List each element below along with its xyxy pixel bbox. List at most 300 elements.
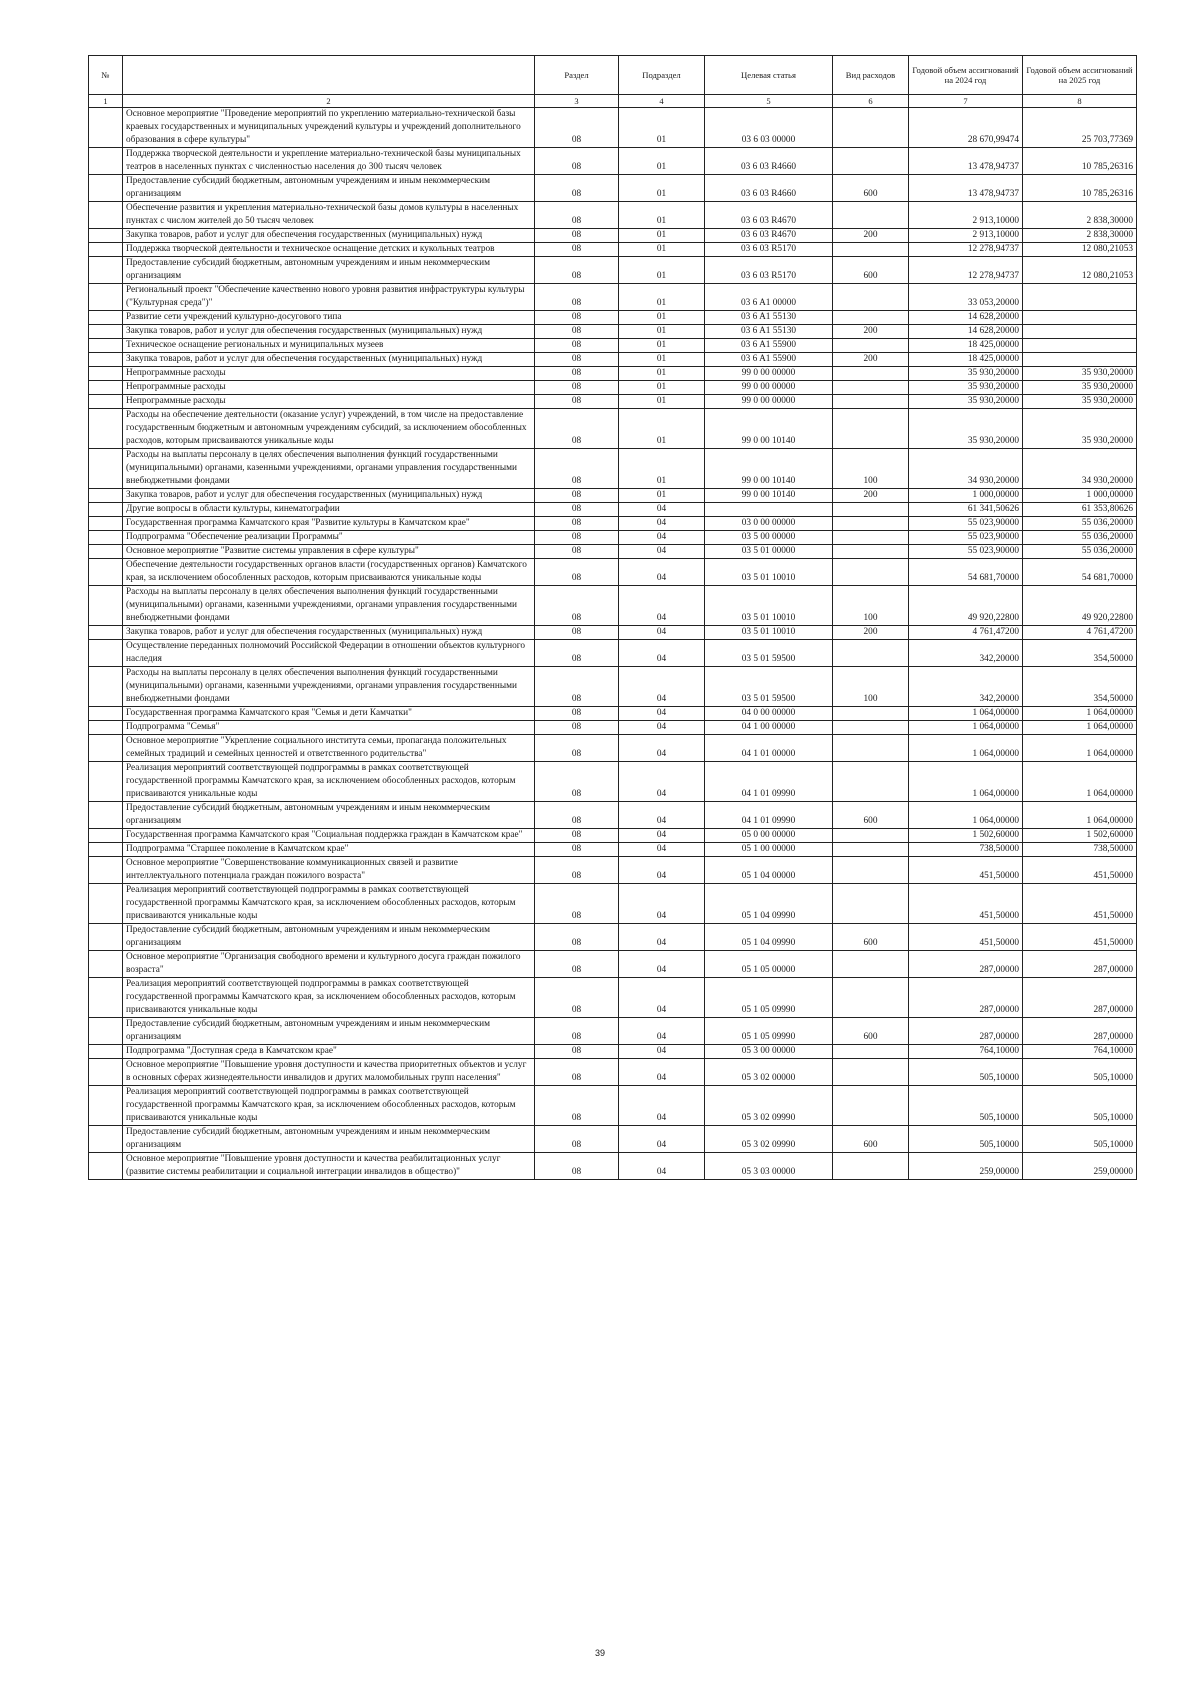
- target-article-cell: 05 3 02 00000: [705, 1059, 833, 1086]
- section-cell: 08: [535, 843, 619, 857]
- section-cell: 08: [535, 325, 619, 339]
- section-cell: 08: [535, 517, 619, 531]
- subsection-cell: 01: [619, 489, 705, 503]
- amount-2025-cell: 35 930,20000: [1023, 367, 1137, 381]
- section-cell: 08: [535, 311, 619, 325]
- expense-name-cell: Расходы на выплаты персоналу в целях обеспечения выполнения функций государственными (муниципальными) органами, казенными учреждениями, органами управления государственными внебюджетными фондами: [123, 586, 535, 626]
- amount-2024-cell: 764,10000: [909, 1045, 1023, 1059]
- amount-2025-cell: 505,10000: [1023, 1126, 1137, 1153]
- expense-name-cell: Реализация мероприятий соответствующей подпрограммы в рамках соответствующей государственной программы Камчатского края, за исключением обособленных расходов, которым присваиваются уникальные коды: [123, 884, 535, 924]
- row-number-cell: [89, 202, 123, 229]
- section-cell: 08: [535, 1045, 619, 1059]
- section-cell: 08: [535, 353, 619, 367]
- expense-name-cell: Обеспечение деятельности государственных органов власти (государственных органов) Камчатского края, за исключением обособленных расходов, которым присваиваются уникальные коды: [123, 559, 535, 586]
- section-cell: 08: [535, 1126, 619, 1153]
- table-row: [89, 951, 1137, 978]
- table-row: [89, 339, 1137, 353]
- target-article-cell: 03 5 01 10010: [705, 586, 833, 626]
- header-name: [123, 56, 535, 95]
- row-number-cell: [89, 924, 123, 951]
- target-article-cell: 99 0 00 10140: [705, 489, 833, 503]
- expense-type-cell: [833, 1059, 909, 1086]
- header-section: Раздел: [535, 56, 619, 95]
- target-article-cell: 05 3 02 09990: [705, 1126, 833, 1153]
- amount-2024-cell: 1 502,60000: [909, 829, 1023, 843]
- expense-name-cell: Подпрограмма "Доступная среда в Камчатском крае": [123, 1045, 535, 1059]
- amount-2024-cell: 1 000,00000: [909, 489, 1023, 503]
- section-cell: 08: [535, 409, 619, 449]
- target-article-cell: 03 6 03 R5170: [705, 257, 833, 284]
- amount-2024-cell: 1 064,00000: [909, 707, 1023, 721]
- amount-2024-cell: 35 930,20000: [909, 381, 1023, 395]
- expense-type-cell: 600: [833, 802, 909, 829]
- amount-2024-cell: 342,20000: [909, 640, 1023, 667]
- header-subsection: Подраздел: [619, 56, 705, 95]
- amount-2024-cell: 33 053,20000: [909, 284, 1023, 311]
- target-article-cell: 03 6 03 R5170: [705, 243, 833, 257]
- expense-type-cell: [833, 559, 909, 586]
- row-number-cell: [89, 829, 123, 843]
- amount-2025-cell: 54 681,70000: [1023, 559, 1137, 586]
- expense-name-cell: Закупка товаров, работ и услуг для обеспечения государственных (муниципальных) нужд: [123, 353, 535, 367]
- expense-name-cell: Поддержка творческой деятельности и укрепление материально-технической базы муниципальных театров в населенных пунктах с численностью населения до 300 тысяч человек: [123, 148, 535, 175]
- amount-2024-cell: 35 930,20000: [909, 395, 1023, 409]
- section-cell: 08: [535, 489, 619, 503]
- subsection-cell: 01: [619, 381, 705, 395]
- expense-type-cell: [833, 951, 909, 978]
- section-cell: 08: [535, 762, 619, 802]
- table-row: [89, 1153, 1137, 1180]
- table-row: [89, 721, 1137, 735]
- amount-2025-cell: 287,00000: [1023, 1018, 1137, 1045]
- expense-name-cell: Основное мероприятие "Проведение мероприятий по укреплению материально-технической базы краевых государственных и муниципальных учреждений культуры и учреждений дополнительного образования в сфере культуры": [123, 108, 535, 148]
- table-row: [89, 409, 1137, 449]
- row-number-cell: [89, 545, 123, 559]
- section-cell: 08: [535, 202, 619, 229]
- table-row: [89, 202, 1137, 229]
- row-number-cell: [89, 843, 123, 857]
- target-article-cell: 03 6 A1 55900: [705, 353, 833, 367]
- target-article-cell: 05 3 03 00000: [705, 1153, 833, 1180]
- expense-name-cell: Расходы на обеспечение деятельности (оказание услуг) учреждений, в том числе на предоставление государственным бюджетным и автономным учреждениям субсидий, за исключением обособленных расходов, которым присваиваются уникальные коды: [123, 409, 535, 449]
- expense-name-cell: Развитие сети учреждений культурно-досугового типа: [123, 311, 535, 325]
- column-number: 8: [1023, 95, 1137, 108]
- subsection-cell: 04: [619, 586, 705, 626]
- amount-2024-cell: 34 930,20000: [909, 449, 1023, 489]
- column-number: 4: [619, 95, 705, 108]
- row-number-cell: [89, 395, 123, 409]
- table-row: [89, 489, 1137, 503]
- expense-name-cell: Региональный проект "Обеспечение качественно нового уровня развития инфраструктуры культуры ("Культурная среда")": [123, 284, 535, 311]
- section-cell: 08: [535, 1018, 619, 1045]
- amount-2024-cell: 2 913,10000: [909, 229, 1023, 243]
- target-article-cell: 99 0 00 00000: [705, 367, 833, 381]
- section-cell: 08: [535, 148, 619, 175]
- subsection-cell: 04: [619, 667, 705, 707]
- row-number-cell: [89, 325, 123, 339]
- row-number-cell: [89, 559, 123, 586]
- column-number: 1: [89, 95, 123, 108]
- expense-name-cell: Государственная программа Камчатского края "Социальная поддержка граждан в Камчатском крае": [123, 829, 535, 843]
- table-row: [89, 545, 1137, 559]
- row-number-cell: [89, 517, 123, 531]
- column-number: 2: [123, 95, 535, 108]
- target-article-cell: 05 3 02 09990: [705, 1086, 833, 1126]
- row-number-cell: [89, 311, 123, 325]
- expense-type-cell: [833, 284, 909, 311]
- subsection-cell: 04: [619, 735, 705, 762]
- expense-type-cell: [833, 721, 909, 735]
- table-row: [89, 1126, 1137, 1153]
- subsection-cell: 04: [619, 1059, 705, 1086]
- expense-type-cell: [833, 978, 909, 1018]
- amount-2024-cell: 12 278,94737: [909, 257, 1023, 284]
- table-row: [89, 843, 1137, 857]
- amount-2025-cell: 451,50000: [1023, 884, 1137, 924]
- table-row: [89, 1018, 1137, 1045]
- table-row: [89, 1059, 1137, 1086]
- amount-2024-cell: 1 064,00000: [909, 802, 1023, 829]
- target-article-cell: 99 0 00 00000: [705, 395, 833, 409]
- row-number-cell: [89, 1126, 123, 1153]
- target-article-cell: 04 1 00 00000: [705, 721, 833, 735]
- header-amount-2024: Годовой объем ассигнований на 2024 год: [909, 56, 1023, 95]
- target-article-cell: 05 1 04 09990: [705, 884, 833, 924]
- subsection-cell: 04: [619, 978, 705, 1018]
- amount-2025-cell: 259,00000: [1023, 1153, 1137, 1180]
- expense-name-cell: Предоставление субсидий бюджетным, автономным учреждениям и иным некоммерческим организациям: [123, 802, 535, 829]
- row-number-cell: [89, 1018, 123, 1045]
- table-row: [89, 762, 1137, 802]
- subsection-cell: 04: [619, 707, 705, 721]
- expense-type-cell: [833, 531, 909, 545]
- section-cell: 08: [535, 559, 619, 586]
- amount-2024-cell: 1 064,00000: [909, 762, 1023, 802]
- amount-2024-cell: 13 478,94737: [909, 175, 1023, 202]
- expense-type-cell: [833, 339, 909, 353]
- expense-name-cell: Подпрограмма "Семья": [123, 721, 535, 735]
- table-row: [89, 1086, 1137, 1126]
- subsection-cell: 01: [619, 409, 705, 449]
- expense-name-cell: Предоставление субсидий бюджетным, автономным учреждениям и иным некоммерческим организациям: [123, 924, 535, 951]
- row-number-cell: [89, 229, 123, 243]
- target-article-cell: 04 1 01 00000: [705, 735, 833, 762]
- section-cell: 08: [535, 1059, 619, 1086]
- header-target-article: Целевая статья: [705, 56, 833, 95]
- row-number-cell: [89, 243, 123, 257]
- subsection-cell: 01: [619, 325, 705, 339]
- amount-2024-cell: 505,10000: [909, 1086, 1023, 1126]
- table-row: [89, 311, 1137, 325]
- row-number-cell: [89, 409, 123, 449]
- amount-2024-cell: 738,50000: [909, 843, 1023, 857]
- expense-name-cell: Поддержка творческой деятельности и техническое оснащение детских и кукольных театров: [123, 243, 535, 257]
- table-row: [89, 735, 1137, 762]
- amount-2024-cell: 505,10000: [909, 1126, 1023, 1153]
- amount-2025-cell: 738,50000: [1023, 843, 1137, 857]
- expense-type-cell: [833, 545, 909, 559]
- expense-name-cell: Обеспечение развития и укрепления материально-технической базы домов культуры в населенных пунктах с числом жителей до 50 тысяч человек: [123, 202, 535, 229]
- amount-2025-cell: 451,50000: [1023, 857, 1137, 884]
- table-row: [89, 257, 1137, 284]
- target-article-cell: 04 0 00 00000: [705, 707, 833, 721]
- table-row: [89, 667, 1137, 707]
- target-article-cell: 03 6 03 00000: [705, 108, 833, 148]
- table-row: [89, 148, 1137, 175]
- row-number-cell: [89, 951, 123, 978]
- table-row: [89, 108, 1137, 148]
- target-article-cell: 03 5 01 59500: [705, 640, 833, 667]
- expense-name-cell: Подпрограмма "Старшее поколение в Камчатском крае": [123, 843, 535, 857]
- section-cell: 08: [535, 721, 619, 735]
- expense-name-cell: Основное мероприятие "Повышение уровня доступности и качества реабилитационных услуг (развитие системы реабилитации и социальной интеграции инвалидов в общество)": [123, 1153, 535, 1180]
- amount-2025-cell: 1 064,00000: [1023, 707, 1137, 721]
- amount-2025-cell: 55 036,20000: [1023, 517, 1137, 531]
- table-row: [89, 586, 1137, 626]
- amount-2024-cell: 18 425,00000: [909, 339, 1023, 353]
- amount-2024-cell: 18 425,00000: [909, 353, 1023, 367]
- amount-2024-cell: 287,00000: [909, 1018, 1023, 1045]
- target-article-cell: 99 0 00 10140: [705, 449, 833, 489]
- table-row: [89, 1045, 1137, 1059]
- amount-2024-cell: 35 930,20000: [909, 367, 1023, 381]
- subsection-cell: 01: [619, 367, 705, 381]
- expense-name-cell: Подпрограмма "Обеспечение реализации Программы": [123, 531, 535, 545]
- target-article-cell: 03 5 00 00000: [705, 531, 833, 545]
- subsection-cell: 04: [619, 1086, 705, 1126]
- budget-table: [88, 55, 1137, 1180]
- target-article-cell: 05 3 00 00000: [705, 1045, 833, 1059]
- expense-name-cell: Расходы на выплаты персоналу в целях обеспечения выполнения функций государственными (муниципальными) органами, казенными учреждениями, органами управления государственными внебюджетными фондами: [123, 449, 535, 489]
- expense-name-cell: Непрограммные расходы: [123, 381, 535, 395]
- expense-name-cell: Предоставление субсидий бюджетным, автономным учреждениям и иным некоммерческим организациям: [123, 1018, 535, 1045]
- row-number-cell: [89, 108, 123, 148]
- target-article-cell: 03 6 03 R4660: [705, 175, 833, 202]
- target-article-cell: 05 1 04 09990: [705, 924, 833, 951]
- header-number: №: [89, 56, 123, 95]
- amount-2025-cell: [1023, 353, 1137, 367]
- amount-2025-cell: 1 064,00000: [1023, 802, 1137, 829]
- row-number-cell: [89, 381, 123, 395]
- expense-name-cell: Предоставление субсидий бюджетным, автономным учреждениям и иным некоммерческим организациям: [123, 175, 535, 202]
- amount-2025-cell: 287,00000: [1023, 978, 1137, 1018]
- section-cell: 08: [535, 829, 619, 843]
- amount-2024-cell: 55 023,90000: [909, 545, 1023, 559]
- expense-type-cell: [833, 381, 909, 395]
- table-row: [89, 884, 1137, 924]
- amount-2024-cell: 61 341,50626: [909, 503, 1023, 517]
- expense-type-cell: 100: [833, 667, 909, 707]
- target-article-cell: 03 0 00 00000: [705, 517, 833, 531]
- section-cell: 08: [535, 381, 619, 395]
- section-cell: 08: [535, 1153, 619, 1180]
- expense-type-cell: [833, 884, 909, 924]
- expense-type-cell: [833, 707, 909, 721]
- subsection-cell: 04: [619, 1126, 705, 1153]
- subsection-cell: 01: [619, 108, 705, 148]
- subsection-cell: 04: [619, 802, 705, 829]
- target-article-cell: [705, 503, 833, 517]
- amount-2025-cell: 764,10000: [1023, 1045, 1137, 1059]
- table-row: [89, 243, 1137, 257]
- expense-name-cell: Основное мероприятие "Повышение уровня доступности и качества приоритетных объектов и услуг в основных сферах жизнедеятельности инвалидов и других маломобильных групп населения": [123, 1059, 535, 1086]
- section-cell: 08: [535, 545, 619, 559]
- subsection-cell: 01: [619, 148, 705, 175]
- amount-2024-cell: 12 278,94737: [909, 243, 1023, 257]
- table-row: [89, 640, 1137, 667]
- subsection-cell: 04: [619, 762, 705, 802]
- subsection-cell: 01: [619, 395, 705, 409]
- section-cell: 08: [535, 924, 619, 951]
- expense-name-cell: Техническое оснащение региональных и муниципальных музеев: [123, 339, 535, 353]
- section-cell: 08: [535, 503, 619, 517]
- expense-name-cell: Расходы на выплаты персоналу в целях обеспечения выполнения функций государственными (муниципальными) органами, казенными учреждениями, органами управления государственными внебюджетными фондами: [123, 667, 535, 707]
- amount-2025-cell: 34 930,20000: [1023, 449, 1137, 489]
- amount-2025-cell: 10 785,26316: [1023, 175, 1137, 202]
- table-row: [89, 978, 1137, 1018]
- amount-2025-cell: 55 036,20000: [1023, 531, 1137, 545]
- section-cell: 08: [535, 367, 619, 381]
- table-row: [89, 626, 1137, 640]
- row-number-cell: [89, 339, 123, 353]
- amount-2024-cell: 451,50000: [909, 924, 1023, 951]
- amount-2025-cell: 55 036,20000: [1023, 545, 1137, 559]
- amount-2025-cell: 2 838,30000: [1023, 229, 1137, 243]
- row-number-cell: [89, 148, 123, 175]
- amount-2025-cell: 1 064,00000: [1023, 735, 1137, 762]
- row-number-cell: [89, 1086, 123, 1126]
- column-number: 5: [705, 95, 833, 108]
- expense-type-cell: [833, 640, 909, 667]
- target-article-cell: 05 1 00 00000: [705, 843, 833, 857]
- amount-2025-cell: 35 930,20000: [1023, 395, 1137, 409]
- amount-2025-cell: [1023, 311, 1137, 325]
- row-number-cell: [89, 857, 123, 884]
- table-row: [89, 503, 1137, 517]
- table-row: [89, 381, 1137, 395]
- table-row: [89, 284, 1137, 311]
- target-article-cell: 05 1 05 09990: [705, 978, 833, 1018]
- section-cell: 08: [535, 802, 619, 829]
- expense-name-cell: Закупка товаров, работ и услуг для обеспечения государственных (муниципальных) нужд: [123, 325, 535, 339]
- section-cell: 08: [535, 243, 619, 257]
- section-cell: 08: [535, 735, 619, 762]
- subsection-cell: 01: [619, 339, 705, 353]
- expense-name-cell: Закупка товаров, работ и услуг для обеспечения государственных (муниципальных) нужд: [123, 489, 535, 503]
- row-number-cell: [89, 257, 123, 284]
- expense-name-cell: Закупка товаров, работ и услуг для обеспечения государственных (муниципальных) нужд: [123, 229, 535, 243]
- row-number-cell: [89, 721, 123, 735]
- amount-2025-cell: 61 353,80626: [1023, 503, 1137, 517]
- subsection-cell: 04: [619, 721, 705, 735]
- amount-2025-cell: 25 703,77369: [1023, 108, 1137, 148]
- amount-2025-cell: 49 920,22800: [1023, 586, 1137, 626]
- amount-2024-cell: 49 920,22800: [909, 586, 1023, 626]
- row-number-cell: [89, 802, 123, 829]
- expense-type-cell: 100: [833, 586, 909, 626]
- amount-2025-cell: 35 930,20000: [1023, 409, 1137, 449]
- amount-2025-cell: 35 930,20000: [1023, 381, 1137, 395]
- expense-name-cell: Предоставление субсидий бюджетным, автономным учреждениям и иным некоммерческим организациям: [123, 1126, 535, 1153]
- expense-type-cell: 600: [833, 257, 909, 284]
- amount-2025-cell: 12 080,21053: [1023, 257, 1137, 284]
- target-article-cell: 04 1 01 09990: [705, 762, 833, 802]
- expense-type-cell: 600: [833, 1126, 909, 1153]
- subsection-cell: 04: [619, 1153, 705, 1180]
- expense-type-cell: [833, 1045, 909, 1059]
- amount-2024-cell: 35 930,20000: [909, 409, 1023, 449]
- row-number-cell: [89, 762, 123, 802]
- subsection-cell: 01: [619, 257, 705, 284]
- amount-2025-cell: 354,50000: [1023, 640, 1137, 667]
- row-number-cell: [89, 353, 123, 367]
- section-cell: 08: [535, 229, 619, 243]
- amount-2024-cell: 1 064,00000: [909, 735, 1023, 762]
- subsection-cell: 04: [619, 1045, 705, 1059]
- amount-2025-cell: 2 838,30000: [1023, 202, 1137, 229]
- amount-2024-cell: 287,00000: [909, 951, 1023, 978]
- expense-name-cell: Непрограммные расходы: [123, 395, 535, 409]
- table-body: [89, 108, 1137, 1180]
- expense-name-cell: Закупка товаров, работ и услуг для обеспечения государственных (муниципальных) нужд: [123, 626, 535, 640]
- amount-2025-cell: [1023, 284, 1137, 311]
- expense-type-cell: [833, 395, 909, 409]
- table-row: [89, 857, 1137, 884]
- table-header-row: [89, 56, 1137, 95]
- section-cell: 08: [535, 884, 619, 924]
- target-article-cell: 03 6 A1 55900: [705, 339, 833, 353]
- expense-type-cell: 600: [833, 924, 909, 951]
- target-article-cell: 03 5 01 10010: [705, 559, 833, 586]
- expense-type-cell: 200: [833, 229, 909, 243]
- expense-type-cell: 100: [833, 449, 909, 489]
- target-article-cell: 03 6 03 R4670: [705, 202, 833, 229]
- target-article-cell: 05 1 05 09990: [705, 1018, 833, 1045]
- expense-type-cell: 200: [833, 325, 909, 339]
- table-row: [89, 353, 1137, 367]
- expense-type-cell: [833, 843, 909, 857]
- subsection-cell: 01: [619, 284, 705, 311]
- subsection-cell: 04: [619, 559, 705, 586]
- expense-type-cell: [833, 148, 909, 175]
- target-article-cell: 03 6 03 R4670: [705, 229, 833, 243]
- target-article-cell: 99 0 00 10140: [705, 409, 833, 449]
- expense-name-cell: Основное мероприятие "Развитие системы управления в сфере культуры": [123, 545, 535, 559]
- table-row: [89, 229, 1137, 243]
- amount-2025-cell: 505,10000: [1023, 1086, 1137, 1126]
- amount-2024-cell: 4 761,47200: [909, 626, 1023, 640]
- expense-name-cell: Непрограммные расходы: [123, 367, 535, 381]
- amount-2024-cell: 451,50000: [909, 884, 1023, 924]
- table-row: [89, 802, 1137, 829]
- section-cell: 08: [535, 586, 619, 626]
- expense-name-cell: Осуществление переданных полномочий Российской Федерации в отношении объектов культурного наследия: [123, 640, 535, 667]
- row-number-cell: [89, 586, 123, 626]
- amount-2025-cell: 12 080,21053: [1023, 243, 1137, 257]
- table-row: [89, 449, 1137, 489]
- target-article-cell: 03 6 A1 00000: [705, 284, 833, 311]
- expense-name-cell: Предоставление субсидий бюджетным, автономным учреждениям и иным некоммерческим организациям: [123, 257, 535, 284]
- amount-2025-cell: [1023, 325, 1137, 339]
- amount-2024-cell: 14 628,20000: [909, 311, 1023, 325]
- target-article-cell: 03 5 01 10010: [705, 626, 833, 640]
- amount-2024-cell: 505,10000: [909, 1059, 1023, 1086]
- row-number-cell: [89, 707, 123, 721]
- expense-name-cell: Государственная программа Камчатского края "Развитие культуры в Камчатском крае": [123, 517, 535, 531]
- amount-2025-cell: 451,50000: [1023, 924, 1137, 951]
- subsection-cell: 04: [619, 626, 705, 640]
- subsection-cell: 04: [619, 857, 705, 884]
